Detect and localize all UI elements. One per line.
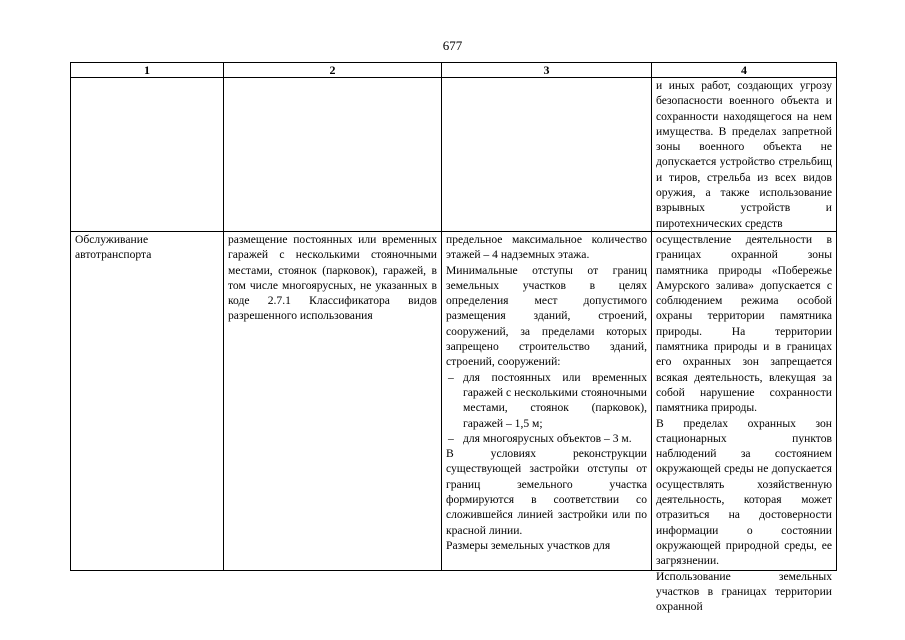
use-description-text: размещение постоянных или временных гаражей с несколькими стояночными местами, стоянок (парковок), гаражей, в том числе многоярусных, не указанных в коде 2.7.1 Классификатора видов разрешенного использования (228, 233, 437, 323)
parameters-cell (442, 232, 652, 571)
parameters-plot-sizes: Размеры земельных участков для (446, 538, 611, 552)
parameters-setbacks-intro: Минимальные отступы от границ земельных участков в целях определения мест допустимого размещения зданий, строений, сооружений, за пределами которых запрещено строительство зданий, строений, сооружений: (446, 263, 647, 369)
use-type-name: Обслуживание автотранспорта (75, 233, 152, 262)
table-header-row (71, 63, 837, 78)
header-col-1: 1 (71, 63, 224, 78)
zoning-table (70, 62, 837, 614)
row1-col1-cell (71, 78, 224, 232)
row1-col3-cell (442, 78, 652, 232)
header-col-2: 2 (224, 63, 442, 78)
use-type-cell (71, 232, 224, 571)
row1-col2-cell (224, 78, 442, 232)
use-description-cell (224, 232, 442, 571)
list-item (446, 431, 647, 446)
setback-multilevel: для многоярусных объектов – 3 м. (463, 431, 632, 445)
dash-bullet: – (448, 431, 454, 445)
page-number: 677 (442, 38, 463, 53)
row1-col4-cell (652, 78, 837, 232)
header-col-4: 4 (652, 63, 837, 78)
restrictions-cell (652, 232, 837, 614)
table-row (71, 232, 837, 571)
restrictions-nature-monument: осуществление деятельности в границах охранной зоны памятника природы «Побережье Амурского залива» допускается с соблюдением режима особой охраны территории памятника природы. На территории памятника природы и в границах его охранных зон запрещается всякая деятельность, влекущая за собой нарушение сохранности памятника природы. (656, 233, 832, 415)
restrictions-text-continued: и иных работ, создающих угрозу безопасности военного объекта и сохранности находящегося на нем имущества. В пределах запретной зоны военного объекта не допускается устройство стрельбищ и тиров, стрельба из всех видов оружия, а также использование взрывных устройств и пиротехнических средств (656, 79, 832, 230)
table-row (71, 78, 837, 232)
parameters-floors: предельное максимальное количество этажей – 4 надземных этажа. (446, 233, 647, 262)
restrictions-land-use: Использование земельных участков в границах территории охранной (656, 569, 832, 614)
parameters-reconstruction: В условиях реконструкции существующей застройки отступы от границ земельного участка формируются в соответствии со сложившейся линией застройки или по красной линии. (446, 447, 647, 537)
dash-bullet: – (448, 370, 454, 384)
header-col-3: 3 (442, 63, 652, 78)
list-item (446, 370, 647, 431)
setbacks-list (446, 370, 647, 446)
setback-garages: для постоянных или временных гаражей с несколькими стояночными местами, стоянок (парковок), гаражей – 1,5 м; (463, 370, 647, 430)
restrictions-monitoring-stations: В пределах охранных зон стационарных пунктов наблюдений за состоянием окружающей среды не допускается осуществлять хозяйственную деятельность, которая может отразиться на достоверности информации о состоянии окружающей природной среды, ее загрязнении. (656, 416, 832, 568)
